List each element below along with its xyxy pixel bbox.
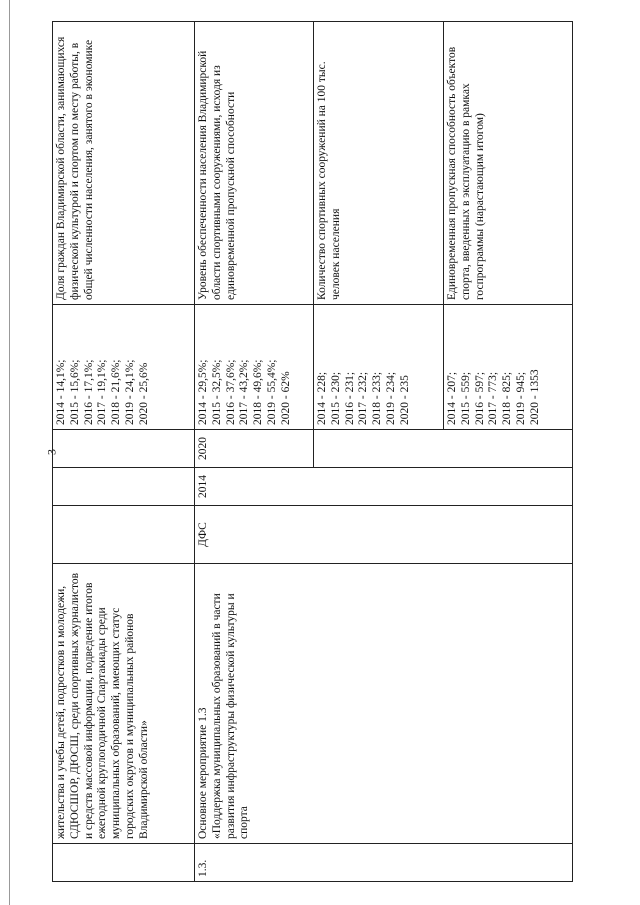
cell-number (53, 844, 195, 882)
cell-activity: жительства и учебы детей, подростков и молодежи, СДЮСШОР, ДЮСШ, среди спортивных журналистов и средств массовой информации, подведение итогов ежегодной круглогодичной Спартакиады среди муниципальных образований, имеющих статус городских округов и муниципальных районов Владимирской области» (53, 564, 195, 844)
cell-executor: ДФС (195, 506, 573, 564)
cell-target-values: 2014 - 207; 2015 - 559; 2016 - 597; 2017 - 773; 2018 - 825; 2019 - 945; 2020 - 1353 (444, 305, 573, 430)
cell-indicator: Единовременная пропускная способность объектов спорта, введенных в эксплуатацию в рамках госпрограммы (нарастающим итогом) (444, 22, 573, 305)
cell-target-values: 2014 - 228; 2015 - 230; 2016 - 231; 2017 - 232; 2018 - 233; 2019 - 234; 2020 - 235 (314, 305, 444, 430)
cell-start-year: 2014 (195, 468, 573, 506)
cell-indicator: Доля граждан Владимирской области, занимающихся физической культурой и спортом по месту работы, в общей численности населения, занятого в экономике (53, 22, 195, 305)
cell-indicator: Количество спортивных сооружений на 100 тыс. человек населения (314, 22, 444, 305)
program-activities-table (52, 21, 573, 882)
rotated-table-container (52, 22, 622, 882)
page-edge-rule (9, 0, 10, 905)
cell-indicator: Уровень обеспеченности населения Владимирской области спортивными сооружениями, исходя из единовременной пропускной способности (195, 22, 314, 305)
page-number: 3 (44, 449, 59, 455)
cell-end-year-empty (314, 430, 573, 468)
cell-number: 1.3. (195, 844, 573, 882)
cell-end-year (53, 430, 195, 468)
cell-target-values: 2014 - 29,5%; 2015 - 32,5%; 2016 - 37,6%; 2017 - 43,2%; 2018 - 49,6%; 2019 - 55,4%; 2020 - 62% (195, 305, 314, 430)
cell-activity: Основное мероприятие 1.3 «Поддержка муниципальных образований в части развития инфраструктуры физической культуры и спорта (195, 564, 573, 844)
cell-end-year: 2020 (195, 430, 314, 468)
cell-start-year (53, 468, 195, 506)
cell-executor (53, 506, 195, 564)
table-row (195, 22, 314, 882)
table-row (53, 22, 195, 882)
cell-target-values: 2014 - 14,1%; 2015 - 15,6%; 2016 - 17,1%; 2017 - 19,1%; 2018 - 21,6%; 2019 - 24,1%; 2020 - 25,6% (53, 305, 195, 430)
